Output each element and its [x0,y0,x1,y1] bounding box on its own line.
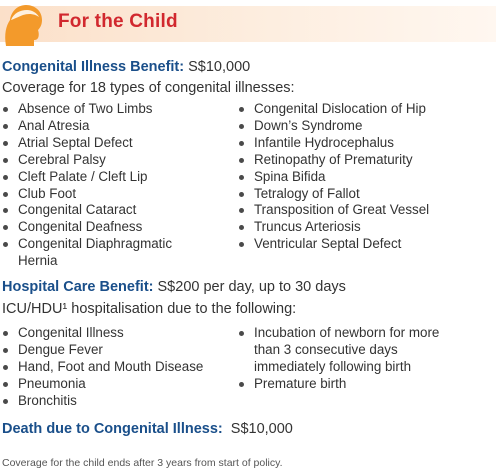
list-item: Anal Atresia [2,118,222,135]
list-item: Absence of Two Limbs [2,101,222,118]
section-header [0,0,496,50]
hospital-list-left [2,325,227,410]
congenital-benefit-value: S$10,000 [188,59,251,75]
list-item: Spina Bifida [238,169,488,186]
congenital-list-left [2,101,222,270]
list-item: Pneumonia [2,376,227,393]
congenital-benefit-heading [2,59,250,75]
congenital-benefit-label: Congenital Illness Benefit: [2,59,185,75]
list-item: Cerebral Palsy [2,152,222,169]
hospital-benefit-label: Hospital Care Benefit: [2,279,154,295]
page-title: For the Child [58,11,178,32]
list-item: Hand, Foot and Mouth Disease [2,359,227,376]
list-item: Ventricular Septal Defect [238,236,488,253]
list-item: Tetralogy of Fallot [238,186,488,203]
congenital-intro: Coverage for 18 types of congenital illnesses: [2,80,295,96]
list-item: Club Foot [2,186,222,203]
list-item: Congenital Dislocation of Hip [238,101,488,118]
list-item: Incubation of newborn for more than 3 consecutive days immediately following birth [238,325,453,376]
hospital-benefit-heading [2,279,346,295]
list-item: Cleft Palate / Cleft Lip [2,169,222,186]
list-item: Truncus Arteriosis [238,219,488,236]
list-item: Retinopathy of Prematurity [238,152,488,169]
list-item: Congenital Illness [2,325,227,342]
hospital-benefit-value: S$200 per day, up to 30 days [157,279,346,295]
list-item: Premature birth [238,376,453,393]
list-item: Infantile Hydrocephalus [238,135,488,152]
death-benefit-label: Death due to Congenital Illness: [2,421,223,437]
coverage-footnote: Coverage for the child ends after 3 years from start of policy. [2,457,283,469]
list-item: Congenital Cataract [2,202,222,219]
list-item: Atrial Septal Defect [2,135,222,152]
list-item: Transposition of Great Vessel [238,202,488,219]
list-item: Bronchitis [2,393,227,410]
child-head-icon [2,0,46,48]
hospital-intro: ICU/HDU¹ hospitalisation due to the following: [2,301,297,317]
list-item: Down’s Syndrome [238,118,488,135]
list-item: Dengue Fever [2,342,227,359]
hospital-list-right [238,325,453,393]
death-benefit-heading [2,421,293,437]
list-item: Congenital Diaphragmatic Hernia [2,236,193,270]
death-benefit-value: S$10,000 [230,421,293,437]
congenital-list-right [238,101,488,253]
list-item: Congenital Deafness [2,219,222,236]
